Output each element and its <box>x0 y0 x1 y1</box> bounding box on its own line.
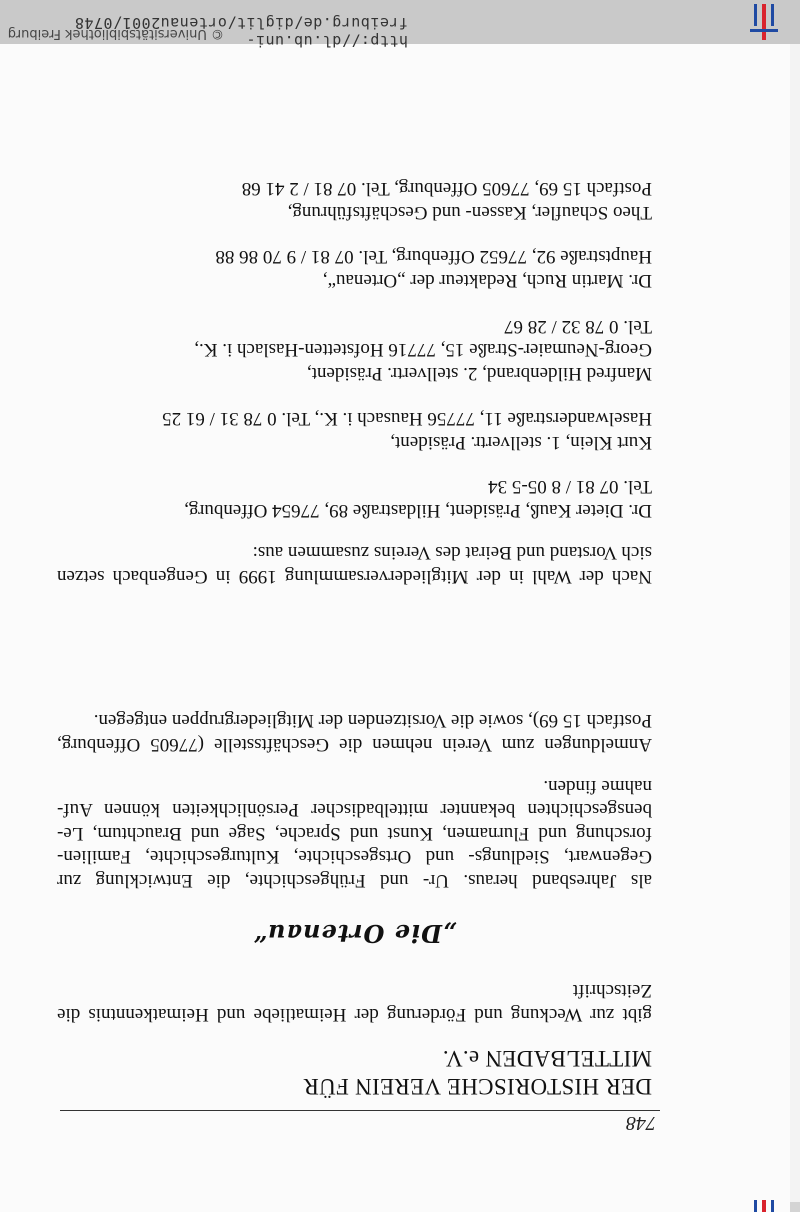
text-line: Postfach 15 69), sowie die Vorsitzenden der Mitgliedergruppen entgegen. <box>93 710 652 732</box>
copyright-text: © Universitätsbibliothek Freiburg <box>7 26 224 41</box>
intro-paragraph <box>57 979 652 1026</box>
text-line: Kurt Klein, 1. stellvertr. Präsident, <box>390 432 652 453</box>
text-line: Georg-Neumaier-Straße 15, 77716 Hofstetten-Haslach i. K., <box>194 339 652 361</box>
university-logo-icon <box>746 4 782 40</box>
text-line: Manfred Hildenbrand, 2. stellvertr. Präsident, <box>306 363 652 384</box>
source-url[interactable]: http://dl.ub.uni-freiburg.de/diglit/ortenau2001/0748 <box>74 14 408 50</box>
text-line: als Jahresband heraus. Ur- und Frühgeschichte, die Entwicklung zur <box>57 870 652 891</box>
paragraph-board <box>57 541 652 588</box>
book-page <box>0 44 790 1212</box>
text-line: Gegenwart, Siedlungs- und Ortsgeschichte, Kulturgeschichte, Familien- <box>57 846 652 868</box>
paragraph-contents <box>57 774 652 892</box>
page-number: 748 <box>626 1112 656 1134</box>
footer-strip <box>0 0 800 50</box>
text-line: Postfach 15 69, 77605 Offenburg, Tel. 07 81 / 2 41 68 <box>241 178 652 200</box>
text-line: Hauptstraße 92, 77652 Offenburg, Tel. 07 81 / 9 70 86 88 <box>215 246 652 268</box>
intro-line: Zeitschrift <box>572 980 652 1002</box>
text-line: Tel. 07 81 / 8 05-5 34 <box>488 476 652 498</box>
intro-line: gibt zur Weckung und Förderung der Heimatliebe und Heimatkenntnis die <box>57 1004 652 1025</box>
board-member <box>57 314 652 385</box>
title-line-1: DER HISTORISCHE VEREIN FÜR <box>303 1074 652 1099</box>
text-line: sich Vorstand und Beirat des Vereins zusammen aus: <box>252 542 652 564</box>
text-line: Dr. Dieter Kauß, Präsident, Hildastraße 89, 77654 Offenburg, <box>184 500 652 521</box>
text-line: Nach der Wahl in der Mitgliederversammlung 1999 in Gengenbach setzen <box>57 566 652 587</box>
text-line: Tel. 0 78 32 / 28 67 <box>503 315 652 337</box>
text-line: Haselwanderstraße 11, 77756 Hausach i. K., Tel. 0 78 31 / 61 25 <box>162 408 652 430</box>
title-line-2: MITTELBADEN e.V. <box>442 1046 652 1071</box>
board-member <box>57 407 652 454</box>
university-logo-icon <box>746 1200 782 1212</box>
journal-title: „Die Ortenau“ <box>252 919 457 948</box>
paragraph-membership <box>57 709 652 756</box>
text-line: Theo Schaufler, Kassen- und Geschäftsführung, <box>287 202 652 223</box>
section-title <box>57 1044 652 1100</box>
text-line: Dr. Martin Ruch, Redakteur der „Ortenau“, <box>322 270 652 291</box>
header-rule <box>60 1110 660 1111</box>
text-line: Anmeldungen zum Verein nehmen die Geschäftsstelle (77605 Offenburg, <box>57 734 652 755</box>
board-member <box>57 177 652 224</box>
text-line: nahme finden. <box>543 775 652 797</box>
text-line: bensgeschichten bekannter mittelbadischer Persönlichkeiten können Auf- <box>57 799 652 821</box>
text-line: forschung und Flurnamen, Kunst und Sprache, Sage und Brauchtum, Le- <box>57 822 652 844</box>
board-member <box>57 245 652 292</box>
board-member <box>57 475 652 522</box>
